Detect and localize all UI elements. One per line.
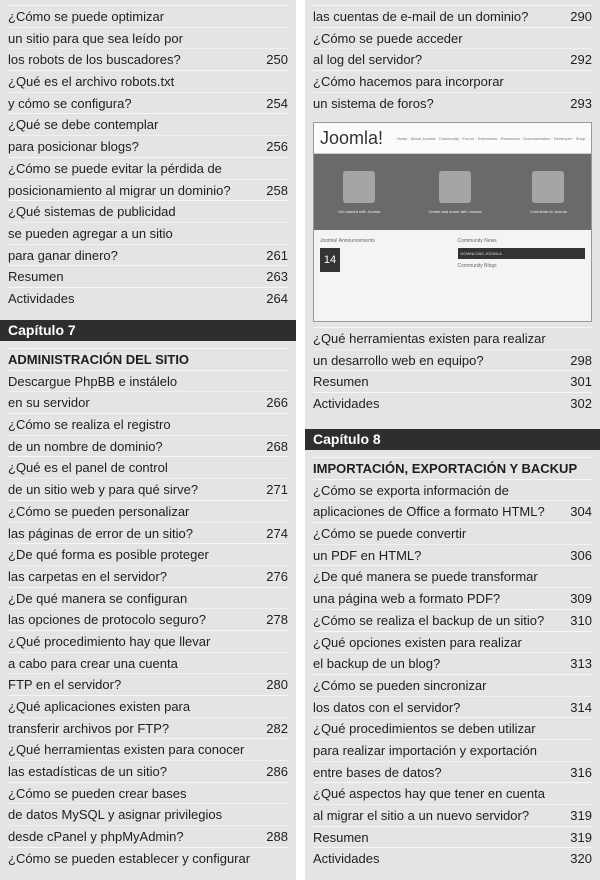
page-number: 286 [266, 764, 288, 780]
toc-entry-text: ¿Qué es el panel de control [8, 460, 168, 476]
toc-entry-text: ¿Cómo se puede convertir [313, 526, 467, 542]
feature-tile [428, 171, 481, 214]
toc-line [8, 5, 288, 27]
toc-line [8, 48, 288, 70]
chapter-7-heading: Capítulo 7 [0, 320, 296, 341]
toc-line [8, 27, 288, 49]
toc-line [313, 804, 592, 826]
toc-line [313, 522, 592, 544]
toc-line [8, 413, 288, 435]
announcements-title: Joomla! Announcements [320, 238, 375, 244]
page-number: 290 [570, 9, 592, 24]
page-number: 258 [266, 182, 288, 198]
toc-entry-text: para posicionar blogs? [8, 139, 139, 155]
toc-entry-text: los robots de los buscadores? [8, 52, 181, 68]
toc-line [8, 478, 288, 500]
toc-entry-text: ¿Cómo se pueden sincronizar [313, 677, 487, 693]
toc-entry-text: ¿Qué opciones existen para realizar [313, 634, 522, 650]
toc-entry-text: una página web a formato PDF? [313, 591, 501, 607]
toc-entry-text: ¿Cómo se realiza el registro [8, 417, 171, 433]
page-number: 250 [266, 52, 288, 68]
toc-line [8, 760, 288, 782]
toc-line [8, 543, 288, 565]
toc-line [313, 782, 592, 804]
toc-line [8, 179, 288, 201]
toc-entry-text: las estadísticas de un sitio? [8, 764, 167, 780]
toc-line [8, 782, 288, 804]
toc-line [313, 565, 592, 587]
page-number: 310 [570, 612, 592, 628]
toc-entry-text: entre bases de datos? [313, 764, 442, 780]
page-number: 280 [266, 677, 288, 693]
page-number: 274 [266, 525, 288, 541]
toc-entry-text: ¿Qué se debe contemplar [8, 117, 159, 133]
announcements [320, 238, 448, 272]
toc-left-column [0, 0, 296, 880]
toc-line [8, 803, 288, 825]
screens-icon [343, 171, 375, 203]
toc-entry-text: las carpetas en el servidor? [8, 568, 167, 584]
toc-entry-text: FTP en el servidor? [8, 677, 122, 693]
page-number: 282 [266, 720, 288, 736]
joomla-logo: Joomla! [320, 127, 384, 148]
page-number: 306 [570, 547, 592, 563]
toc-line [313, 48, 592, 70]
community-blogs-title: Community Blogs [457, 263, 497, 269]
toc-entry-text: a cabo para crear una cuenta [8, 655, 178, 671]
toc-entries [313, 479, 592, 869]
page-number: 313 [570, 656, 592, 672]
toc-line [8, 695, 288, 717]
toc-line [8, 113, 288, 135]
feature-tile [530, 171, 567, 214]
toc-entry-text: un sitio para que sea leído por [8, 30, 183, 46]
toc-line [313, 847, 592, 869]
community-news [458, 238, 586, 272]
joomla-nav: Home · About Joomla · Community · Forum · Extensions · Resources · Documentation · Developer · Shop [396, 135, 585, 141]
toc-list [8, 348, 288, 869]
toc-line [8, 587, 288, 609]
page-number: 314 [570, 699, 592, 715]
toc-line [8, 135, 288, 157]
page-number: 254 [266, 95, 288, 111]
toc-entry-text: ¿Qué aplicaciones existen para [8, 699, 191, 714]
toc-entry-text: ¿Cómo se pueden personalizar [8, 503, 190, 519]
toc-line [313, 27, 592, 49]
toc-line [8, 500, 288, 522]
toc-entry-text: un sistema de foros? [313, 95, 434, 111]
toc-entry-text: ¿Cómo se pueden crear bases [8, 785, 187, 801]
toc-entry-text: Actividades [313, 851, 380, 867]
page-number: 319 [570, 808, 592, 823]
community-news-title: Community News [457, 238, 497, 244]
toc-line [313, 609, 592, 631]
toc-line [8, 522, 288, 544]
toc-entry-text: las opciones de protocolo seguro? [8, 612, 207, 628]
toc-line [313, 479, 592, 501]
toc-entry-text: de un sitio web y para qué sirve? [8, 482, 199, 498]
toc-line [8, 287, 288, 309]
toc-line [8, 825, 288, 847]
toc-entry-text: ¿Qué aspectos hay que tener en cuenta [313, 786, 545, 802]
toc-entry-text: ¿Qué herramientas existen para realizar [313, 331, 546, 346]
toc-entry-text: al migrar el sitio a un nuevo servidor? [313, 808, 530, 823]
toc-entry-text: ¿Qué herramientas existen para conocer [8, 742, 245, 758]
toc-entry-text: posicionamiento al migrar un dominio? [8, 182, 231, 198]
page-number: 293 [570, 95, 592, 111]
toc-line [8, 652, 288, 674]
toc-entry-text: ¿Qué es el archivo robots.txt [8, 74, 175, 90]
toc-line [313, 500, 592, 522]
toc-line [8, 265, 288, 287]
page-number: 263 [266, 269, 288, 285]
toc-line [8, 391, 288, 413]
page-number: 320 [570, 851, 592, 867]
toc-entry-text: ¿Cómo se pueden establecer y configurar [8, 850, 251, 866]
page-number: 319 [570, 829, 592, 845]
toc-line [313, 70, 592, 92]
toc-line [313, 349, 592, 371]
download-button: DOWNLOAD JOOMLA [458, 248, 586, 259]
tile-caption: Create and share with Joomla [428, 208, 482, 214]
toc-entry-text: ¿Qué procedimiento hay que llevar [8, 633, 211, 649]
toc-entry-text: ¿De qué manera se puede transformar [313, 569, 538, 585]
toc-entry-text: los datos con el servidor? [313, 699, 461, 715]
page-number: 316 [570, 764, 592, 780]
toc-line [313, 370, 592, 392]
page-number: 301 [570, 374, 592, 390]
toc-entry-text: de datos MySQL y asignar privilegios [8, 807, 223, 823]
feature-tile [338, 171, 380, 214]
toc-line [8, 370, 288, 392]
toc-entry-text: Resumen [8, 269, 64, 285]
toc-line [313, 544, 592, 566]
toc-entry-text: y cómo se configura? [8, 95, 132, 111]
toc-line [313, 717, 592, 739]
section-title [8, 348, 288, 370]
toc-entry-text: ¿Cómo se realiza el backup de un sitio? [313, 612, 545, 628]
page-number: 266 [266, 395, 288, 411]
page-number: 302 [570, 396, 592, 412]
toc-entry-text: Descargue PhpBB e instálelo [8, 373, 178, 389]
toc-line [313, 587, 592, 609]
toc-line [8, 200, 288, 222]
toc-line [8, 456, 288, 478]
joomla-lower [314, 230, 591, 280]
toc-line [313, 392, 592, 414]
toc-entry-text: las páginas de error de un sitio? [8, 525, 194, 541]
toc-entry-text: ¿Cómo se puede evitar la pérdida de [8, 160, 222, 176]
toc-line [8, 673, 288, 695]
toc-list [313, 457, 592, 869]
toc-line [313, 696, 592, 718]
toc-line [313, 739, 592, 761]
toc-entry-text: ¿Cómo hacemos para incorporar [313, 74, 504, 90]
page-number: 292 [570, 52, 592, 68]
toc-entry-text: de un nombre de dominio? [8, 438, 163, 454]
toc-line [8, 565, 288, 587]
toc-list [313, 327, 592, 414]
page-number: 271 [266, 482, 288, 498]
toc-entry-text: un PDF en HTML? [313, 547, 422, 563]
page-number: 264 [266, 290, 288, 306]
toc-line [8, 157, 288, 179]
section-title-text: ADMINISTRACIÓN DEL SITIO [8, 352, 190, 367]
toc-entry-text: ¿Qué procedimientos se deben utilizar [313, 721, 536, 737]
toc-entry-text: desde cPanel y phpMyAdmin? [8, 829, 184, 845]
toc-list [8, 5, 288, 309]
page-number: 261 [266, 247, 288, 263]
page-number: 256 [266, 139, 288, 155]
toc-line [8, 717, 288, 739]
toc-entry-text: Resumen [313, 829, 369, 845]
toc-line [8, 70, 288, 92]
section-title [313, 457, 592, 479]
toc-right-column [305, 0, 600, 880]
toc-entry-text: ¿De qué manera se configuran [8, 590, 188, 606]
tile-caption: Get started with Joomla [338, 208, 381, 214]
toc-line [313, 5, 592, 27]
joomla-header [314, 123, 591, 154]
toc-line [8, 608, 288, 630]
toc-line [8, 630, 288, 652]
toc-entry-text: ¿Cómo se exporta información de [313, 482, 509, 498]
toc-entries [8, 370, 288, 869]
joomla-screenshot [313, 122, 592, 322]
toc-line [8, 847, 288, 869]
toc-line [313, 92, 592, 114]
toc-entry-text: para ganar dinero? [8, 247, 118, 263]
toc-line [8, 738, 288, 760]
toc-entry-text: ¿De qué forma es posible proteger [8, 547, 209, 563]
page-number: 309 [570, 591, 592, 607]
toc-entry-text: ¿Cómo se puede acceder [313, 30, 463, 46]
toc-entry-text: para realizar importación y exportación [313, 742, 537, 758]
toc-entry-text: ¿Cómo se puede optimizar [8, 9, 165, 24]
page-number: 298 [570, 352, 592, 368]
toc-line [313, 631, 592, 653]
toc-line [8, 244, 288, 266]
toc-line [313, 652, 592, 674]
toc-entry-text: Resumen [313, 374, 369, 390]
toc-entry-text: un desarrollo web en equipo? [313, 352, 484, 368]
toc-line [313, 826, 592, 848]
page-number: 278 [266, 612, 288, 628]
toc-list [313, 5, 592, 113]
toc-line [313, 674, 592, 696]
toc-entry-text: al log del servidor? [313, 52, 423, 68]
toc-line [313, 761, 592, 783]
toc-line [8, 222, 288, 244]
toc-line [8, 435, 288, 457]
toc-line [8, 92, 288, 114]
toc-entry-text: las cuentas de e-mail de un dominio? [313, 9, 529, 24]
tile-caption: Contribute to Joomla [529, 208, 567, 214]
toc-entry-text: Actividades [8, 290, 75, 306]
section-title-text: IMPORTACIÓN, EXPORTACIÓN Y BACKUP [313, 461, 578, 476]
page-number: 276 [266, 568, 288, 584]
chapter-8-heading: Capítulo 8 [305, 429, 600, 450]
toc-entry-text: ¿Qué sistemas de publicidad [8, 204, 176, 220]
gears-icon [532, 171, 564, 203]
toc-entry-text: en su servidor [8, 395, 90, 411]
toc-entry-text: se pueden agregar a un sitio [8, 225, 173, 241]
toc-entry-text: el backup de un blog? [313, 656, 441, 672]
joomla-feature-band [314, 154, 591, 230]
toc-entry-text: transferir archivos por FTP? [8, 720, 170, 736]
calendar-icon: 14 [320, 248, 340, 272]
page-number: 304 [570, 504, 592, 520]
joomla-logo-icon [439, 171, 471, 203]
page-number: 268 [266, 438, 288, 454]
toc-entry-text: aplicaciones de Office a formato HTML? [313, 504, 545, 520]
page-number: 288 [266, 829, 288, 845]
toc-entry-text: Actividades [313, 396, 380, 412]
toc-line [313, 327, 592, 349]
